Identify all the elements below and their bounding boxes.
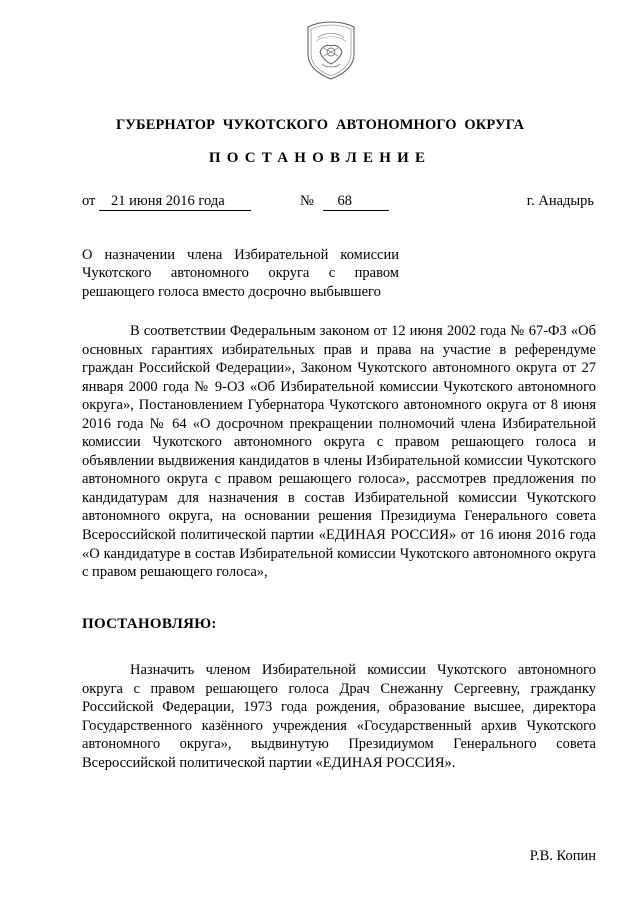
city: г. Анадырь (526, 193, 594, 209)
document-subject: О назначении члена Избирательной комиссии Чукотского автономного округа с правом решающего голоса вместо досрочно выбывшего (82, 247, 399, 300)
date-prefix: от (82, 193, 96, 209)
preamble-paragraph: В соответствии Федеральным законом от 12 июня 2002 года № 67-ФЗ «Об основных гарантиях избирательных прав и права на участие в референдуме граждан Российской Федерации», Законом Чукотского автономного округа от 27 января 2000 года № 9-ОЗ «Об Избирательной комиссии Чукотского автономного округа», Постановлением Губернатора Чукотского автономного округа от 8 июня 2016 года № 64 «О досрочном прекращении полномочий члена Избирательной комиссии Чукотского автономного округа с правом решающего голоса и объявлении выдвижения кандидатов в члены Избирательной комиссии Чукотского автономного округа с правом решающего голоса», рассмотрев предложения по кандидатурам для назначения в состав Избирательной комиссии Чукотского автономного округа, на основании решения Президиума Генерального совета Всероссийской политической партии «ЕДИНАЯ РОССИЯ» от 16 июня 2016 года «О кандидатуре в состав Избирательной комиссии Чукотского автономного округа с правом решающего голоса», (82, 323, 596, 581)
decree-heading: ПОСТАНОВЛЯЮ: (82, 616, 217, 632)
document-date: 21 июня 2016 года (99, 193, 251, 211)
number-line (300, 193, 389, 211)
signature-name: Р.В. Копин (529, 848, 596, 864)
document-type-title: ПОСТАНОВЛЕНИЕ (208, 150, 432, 166)
number-sign: № (300, 193, 314, 209)
document-number: 68 (323, 193, 389, 211)
coat-of-arms-icon (300, 18, 362, 82)
authority-title: ГУБЕРНАТОР ЧУКОТСКОГО АВТОНОМНОГО ОКРУГА (115, 117, 525, 133)
resolution-paragraph: Назначить членом Избирательной комиссии Чукотского автономного округа с правом решающего голоса Драч Снежанну Сергеевну, гражданку Российской Федерации, 1973 года рождения, образование высшее, директора Государственного казённого учреждения «Государственный архив Чукотского автономного округа», выдвинутую Президиумом Генерального совета Всероссийской политической партии «ЕДИНАЯ РОССИЯ». (82, 662, 596, 771)
date-line (82, 193, 251, 211)
